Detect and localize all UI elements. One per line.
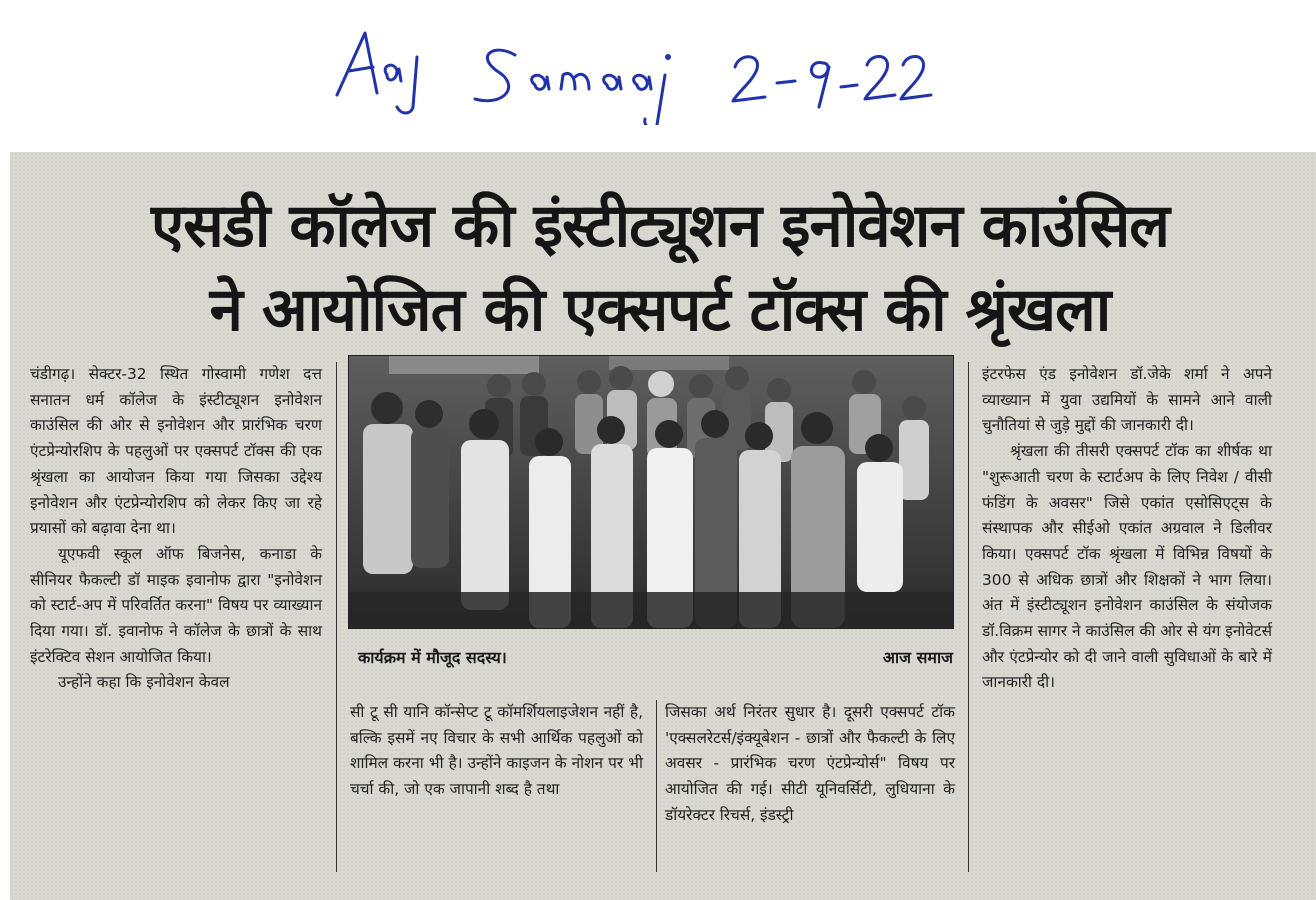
paragraph: सी टू सी यानि कॉन्सेप्ट टू कॉमर्शियलाइजेशन नहीं है, बल्कि इसमें नए विचार के सभी आर्थिक पहलुओं को शामिल करना भी है। उन्होंने काइजन के नोशन पर भी चर्चा की, जो एक जापानी शब्द है तथा [350, 703, 643, 799]
article-column-4 [982, 362, 1272, 696]
paragraph: जिसका अर्थ निरंतर सुधार है। दूसरी एक्सपर्ट टॉक 'एक्सलरेटर्स/इंक्यूबेशन - छात्रों और फैकल्टी के लिए अवसर - प्रारंभिक चरण एंटप्रेन्योर्स" विषय पर आयोजित की गई। सीटी यूनिवर्सिटी, लुधियाना के डॉयरेक्टर रिचर्स, इंडस्ट्री [665, 703, 955, 824]
article-column-3 [665, 700, 955, 829]
photo-caption-bar [350, 642, 953, 668]
group-photo-illustration [349, 356, 953, 628]
column-divider [656, 700, 657, 872]
paragraph: चंडीगढ़। सेक्टर-32 स्थित गोस्वामी गणेश दत्त सनातन धर्म कॉलेज के इंस्टीट्यूशन इनोवेशन काउंसिल की ओर से इनोवेशन और प्रारंभिक चरण एंटप्रेन्योरशिप के पहलुओं पर एक्सपर्ट टॉक्स की एक श्रृंखला का आयोजन किया गया जिसका उद्देश्य इनोवेशन और एंटप्रेन्योरशिप को लेकर किए जा रहे प्रयासों को बढ़ावा देना था। [30, 365, 322, 538]
handwritten-annotation [325, 15, 945, 125]
paragraph: यूएफवी स्कूल ऑफ बिजनेस, कनाडा के सीनियर फैकल्टी डॉ माइक इवानोफ द्वारा "इनोवेशन को स्टार्ट-अप में परिवर्तित करना" विषय पर व्याख्यान दिया गया। डॉ. इवानोफ ने कॉलेज के छात्रों के साथ इंटरेक्टिव सेशन आयोजित किया। [30, 544, 322, 666]
paragraph: इंटरफेस एंड इनोवेशन डॉ.जेके शर्मा ने अपने व्याख्यान में युवा उद्यमियों के सामने आने वाली चुनौतियां से जुड़े मुद्दों की जानकारी दी। [982, 365, 1272, 435]
column-divider [968, 362, 969, 872]
event-photo [348, 355, 954, 629]
headline-line-1: एसडी कॉलेज की इंस्टीट्यूशन इनोवेशन काउंसिल [151, 191, 1169, 261]
newspaper-clipping [10, 152, 1316, 900]
article-column-1 [30, 362, 322, 696]
photo-caption: कार्यक्रम में मौजूद सदस्य। [358, 648, 507, 667]
paragraph: उन्होंने कहा कि इनोवेशन केवल [58, 673, 230, 692]
column-divider [336, 362, 337, 872]
article-column-2 [350, 700, 643, 803]
handwritten-signature [325, 15, 945, 125]
headline-line-2: ने आयोजित की एक्सपर्ट टॉक्स की श्रृंखला [209, 275, 1111, 345]
paragraph: श्रृंखला की तीसरी एक्सपर्ट टॉक का शीर्षक था "शुरूआती चरण के स्टार्टअप के लिए निवेश / वीसी फंडिंग के अवसर" जिसे एकांत एसोसिएट्स के संस्थापक और सीईओ एकांत अग्रवाल ने डिलीवर किया। एक्सपर्ट टॉक श्रृंखला में विभिन्न विषयों के 300 से अधिक छात्रों और शिक्षकों ने भाग लिया। अंत में इंस्टीट्यूशन इनोवेशन काउंसिल के संयोजक डॉ.विक्रम सागर ने काउंसिल की ओर से यंग इनोवेटर्स और एंटप्रेन्योर को दी जाने वाली सुविधाओं के बारे में जानकारी दी। [982, 442, 1272, 692]
photo-credit: आज समाज [882, 648, 953, 667]
